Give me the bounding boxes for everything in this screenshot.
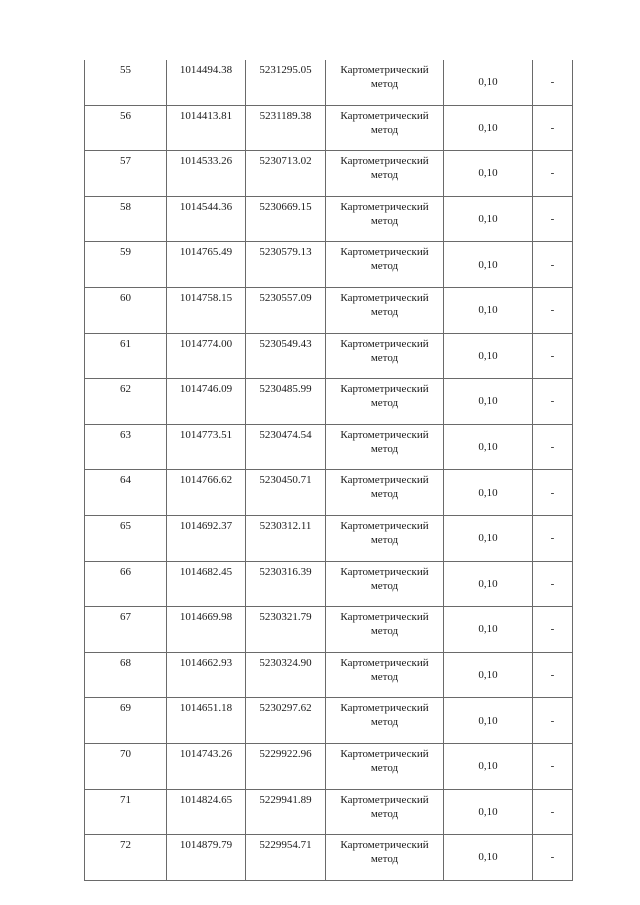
- table-row: [85, 333, 573, 379]
- accuracy-cell: 0,10: [444, 379, 533, 425]
- y-coordinate-cell: 5230297.62: [246, 698, 326, 744]
- method-cell: [326, 515, 444, 561]
- method-cell: [326, 60, 444, 105]
- note-cell: -: [533, 333, 573, 379]
- method-cell: [326, 835, 444, 881]
- note-cell: -: [533, 835, 573, 881]
- method-line-1: Картометрический: [340, 428, 429, 441]
- note-cell: -: [533, 242, 573, 288]
- note-cell: -: [533, 789, 573, 835]
- point-number-cell: 69: [85, 698, 167, 744]
- x-coordinate-cell: 1014774.00: [167, 333, 246, 379]
- method-line-2: метод: [370, 123, 399, 136]
- method-line-1: Картометрический: [340, 611, 429, 624]
- point-number-cell: 63: [85, 424, 167, 470]
- method-cell: [326, 698, 444, 744]
- table-row: [85, 470, 573, 516]
- table-row: [85, 652, 573, 698]
- method-line-2: метод: [370, 442, 399, 455]
- y-coordinate-cell: 5230549.43: [246, 333, 326, 379]
- point-number-cell: 70: [85, 743, 167, 789]
- method-line-1: Картометрический: [340, 200, 429, 213]
- point-number-cell: 55: [85, 60, 167, 105]
- accuracy-cell: 0,10: [444, 470, 533, 516]
- method-line-1: Картометрический: [340, 565, 429, 578]
- note-cell: -: [533, 60, 573, 105]
- note-cell: -: [533, 561, 573, 607]
- method-cell: [326, 379, 444, 425]
- y-coordinate-cell: 5231189.38: [246, 105, 326, 151]
- x-coordinate-cell: 1014765.49: [167, 242, 246, 288]
- method-line-2: метод: [370, 579, 399, 592]
- accuracy-cell: 0,10: [444, 835, 533, 881]
- accuracy-cell: 0,10: [444, 743, 533, 789]
- method-line-1: Картометрический: [340, 337, 429, 350]
- method-cell: [326, 333, 444, 379]
- method-line-1: Картометрический: [340, 793, 429, 806]
- accuracy-cell: 0,10: [444, 789, 533, 835]
- table-row: [85, 287, 573, 333]
- method-line-2: метод: [370, 853, 399, 866]
- x-coordinate-cell: 1014682.45: [167, 561, 246, 607]
- x-coordinate-cell: 1014746.09: [167, 379, 246, 425]
- note-cell: -: [533, 743, 573, 789]
- method-line-1: Картометрический: [340, 839, 429, 852]
- method-line-2: метод: [370, 761, 399, 774]
- note-cell: -: [533, 105, 573, 151]
- y-coordinate-cell: 5230321.79: [246, 607, 326, 653]
- accuracy-cell: 0,10: [444, 105, 533, 151]
- note-cell: -: [533, 652, 573, 698]
- method-cell: [326, 151, 444, 197]
- method-line-2: метод: [370, 625, 399, 638]
- method-line-1: Картометрический: [340, 64, 429, 76]
- point-number-cell: 68: [85, 652, 167, 698]
- y-coordinate-cell: 5230669.15: [246, 196, 326, 242]
- method-line-2: метод: [370, 670, 399, 683]
- method-cell: [326, 424, 444, 470]
- y-coordinate-cell: 5230450.71: [246, 470, 326, 516]
- method-line-2: метод: [370, 214, 399, 227]
- method-line-2: метод: [370, 807, 399, 820]
- note-cell: -: [533, 424, 573, 470]
- method-line-2: метод: [370, 78, 399, 90]
- table-row: [85, 515, 573, 561]
- point-number-cell: 65: [85, 515, 167, 561]
- accuracy-cell: 0,10: [444, 424, 533, 470]
- method-cell: [326, 242, 444, 288]
- point-number-cell: 62: [85, 379, 167, 425]
- note-cell: -: [533, 607, 573, 653]
- table-row: [85, 789, 573, 835]
- x-coordinate-cell: 1014651.18: [167, 698, 246, 744]
- table-row: [85, 242, 573, 288]
- table-row: [85, 196, 573, 242]
- method-line-2: метод: [370, 169, 399, 182]
- point-number-cell: 59: [85, 242, 167, 288]
- y-coordinate-cell: 5229954.71: [246, 835, 326, 881]
- note-cell: -: [533, 151, 573, 197]
- table-row: [85, 743, 573, 789]
- method-line-2: метод: [370, 397, 399, 410]
- x-coordinate-cell: 1014669.98: [167, 607, 246, 653]
- y-coordinate-cell: 5230316.39: [246, 561, 326, 607]
- x-coordinate-cell: 1014544.36: [167, 196, 246, 242]
- table-row: [85, 379, 573, 425]
- y-coordinate-cell: 5230713.02: [246, 151, 326, 197]
- table-row: [85, 607, 573, 653]
- accuracy-cell: 0,10: [444, 515, 533, 561]
- x-coordinate-cell: 1014494.38: [167, 60, 246, 105]
- method-cell: [326, 652, 444, 698]
- method-cell: [326, 287, 444, 333]
- method-line-1: Картометрический: [340, 291, 429, 304]
- y-coordinate-cell: 5230485.99: [246, 379, 326, 425]
- method-line-1: Картометрический: [340, 155, 429, 168]
- accuracy-cell: 0,10: [444, 242, 533, 288]
- x-coordinate-cell: 1014662.93: [167, 652, 246, 698]
- x-coordinate-cell: 1014758.15: [167, 287, 246, 333]
- point-number-cell: 56: [85, 105, 167, 151]
- y-coordinate-cell: 5230324.90: [246, 652, 326, 698]
- point-number-cell: 58: [85, 196, 167, 242]
- accuracy-cell: 0,10: [444, 151, 533, 197]
- x-coordinate-cell: 1014879.79: [167, 835, 246, 881]
- coordinates-table-body: [85, 60, 573, 880]
- y-coordinate-cell: 5230474.54: [246, 424, 326, 470]
- note-cell: -: [533, 698, 573, 744]
- method-line-1: Картометрический: [340, 747, 429, 760]
- accuracy-cell: 0,10: [444, 607, 533, 653]
- method-line-2: метод: [370, 488, 399, 501]
- method-line-2: метод: [370, 533, 399, 546]
- y-coordinate-cell: 5229922.96: [246, 743, 326, 789]
- y-coordinate-cell: 5230312.11: [246, 515, 326, 561]
- method-line-2: метод: [370, 716, 399, 729]
- point-number-cell: 57: [85, 151, 167, 197]
- method-line-1: Картометрический: [340, 702, 429, 715]
- x-coordinate-cell: 1014824.65: [167, 789, 246, 835]
- x-coordinate-cell: 1014773.51: [167, 424, 246, 470]
- method-line-1: Картометрический: [340, 246, 429, 259]
- table-row: [85, 698, 573, 744]
- accuracy-cell: 0,10: [444, 561, 533, 607]
- method-line-2: метод: [370, 351, 399, 364]
- x-coordinate-cell: 1014413.81: [167, 105, 246, 151]
- y-coordinate-cell: 5230579.13: [246, 242, 326, 288]
- method-line-1: Картометрический: [340, 383, 429, 396]
- method-cell: [326, 561, 444, 607]
- point-number-cell: 66: [85, 561, 167, 607]
- method-cell: [326, 743, 444, 789]
- accuracy-cell: 0,10: [444, 60, 533, 105]
- method-line-1: Картометрический: [340, 109, 429, 122]
- method-cell: [326, 105, 444, 151]
- method-cell: [326, 470, 444, 516]
- note-cell: -: [533, 515, 573, 561]
- method-cell: [326, 607, 444, 653]
- accuracy-cell: 0,10: [444, 698, 533, 744]
- method-line-2: метод: [370, 260, 399, 273]
- table-row: [85, 105, 573, 151]
- method-line-2: метод: [370, 305, 399, 318]
- note-cell: -: [533, 379, 573, 425]
- method-cell: [326, 789, 444, 835]
- table-row: [85, 561, 573, 607]
- point-number-cell: 60: [85, 287, 167, 333]
- point-number-cell: 71: [85, 789, 167, 835]
- coordinates-table: [84, 60, 573, 881]
- note-cell: -: [533, 287, 573, 333]
- accuracy-cell: 0,10: [444, 196, 533, 242]
- accuracy-cell: 0,10: [444, 333, 533, 379]
- point-number-cell: 64: [85, 470, 167, 516]
- x-coordinate-cell: 1014743.26: [167, 743, 246, 789]
- accuracy-cell: 0,10: [444, 652, 533, 698]
- table-row: [85, 424, 573, 470]
- method-cell: [326, 196, 444, 242]
- y-coordinate-cell: 5230557.09: [246, 287, 326, 333]
- note-cell: -: [533, 470, 573, 516]
- point-number-cell: 67: [85, 607, 167, 653]
- accuracy-cell: 0,10: [444, 287, 533, 333]
- method-line-1: Картометрический: [340, 474, 429, 487]
- x-coordinate-cell: 1014766.62: [167, 470, 246, 516]
- note-cell: -: [533, 196, 573, 242]
- point-number-cell: 72: [85, 835, 167, 881]
- x-coordinate-cell: 1014692.37: [167, 515, 246, 561]
- point-number-cell: 61: [85, 333, 167, 379]
- y-coordinate-cell: 5229941.89: [246, 789, 326, 835]
- table-row: [85, 835, 573, 881]
- method-line-1: Картометрический: [340, 519, 429, 532]
- table-row: [85, 151, 573, 197]
- method-line-1: Картометрический: [340, 656, 429, 669]
- y-coordinate-cell: 5231295.05: [246, 60, 326, 105]
- table-row: [85, 60, 573, 105]
- x-coordinate-cell: 1014533.26: [167, 151, 246, 197]
